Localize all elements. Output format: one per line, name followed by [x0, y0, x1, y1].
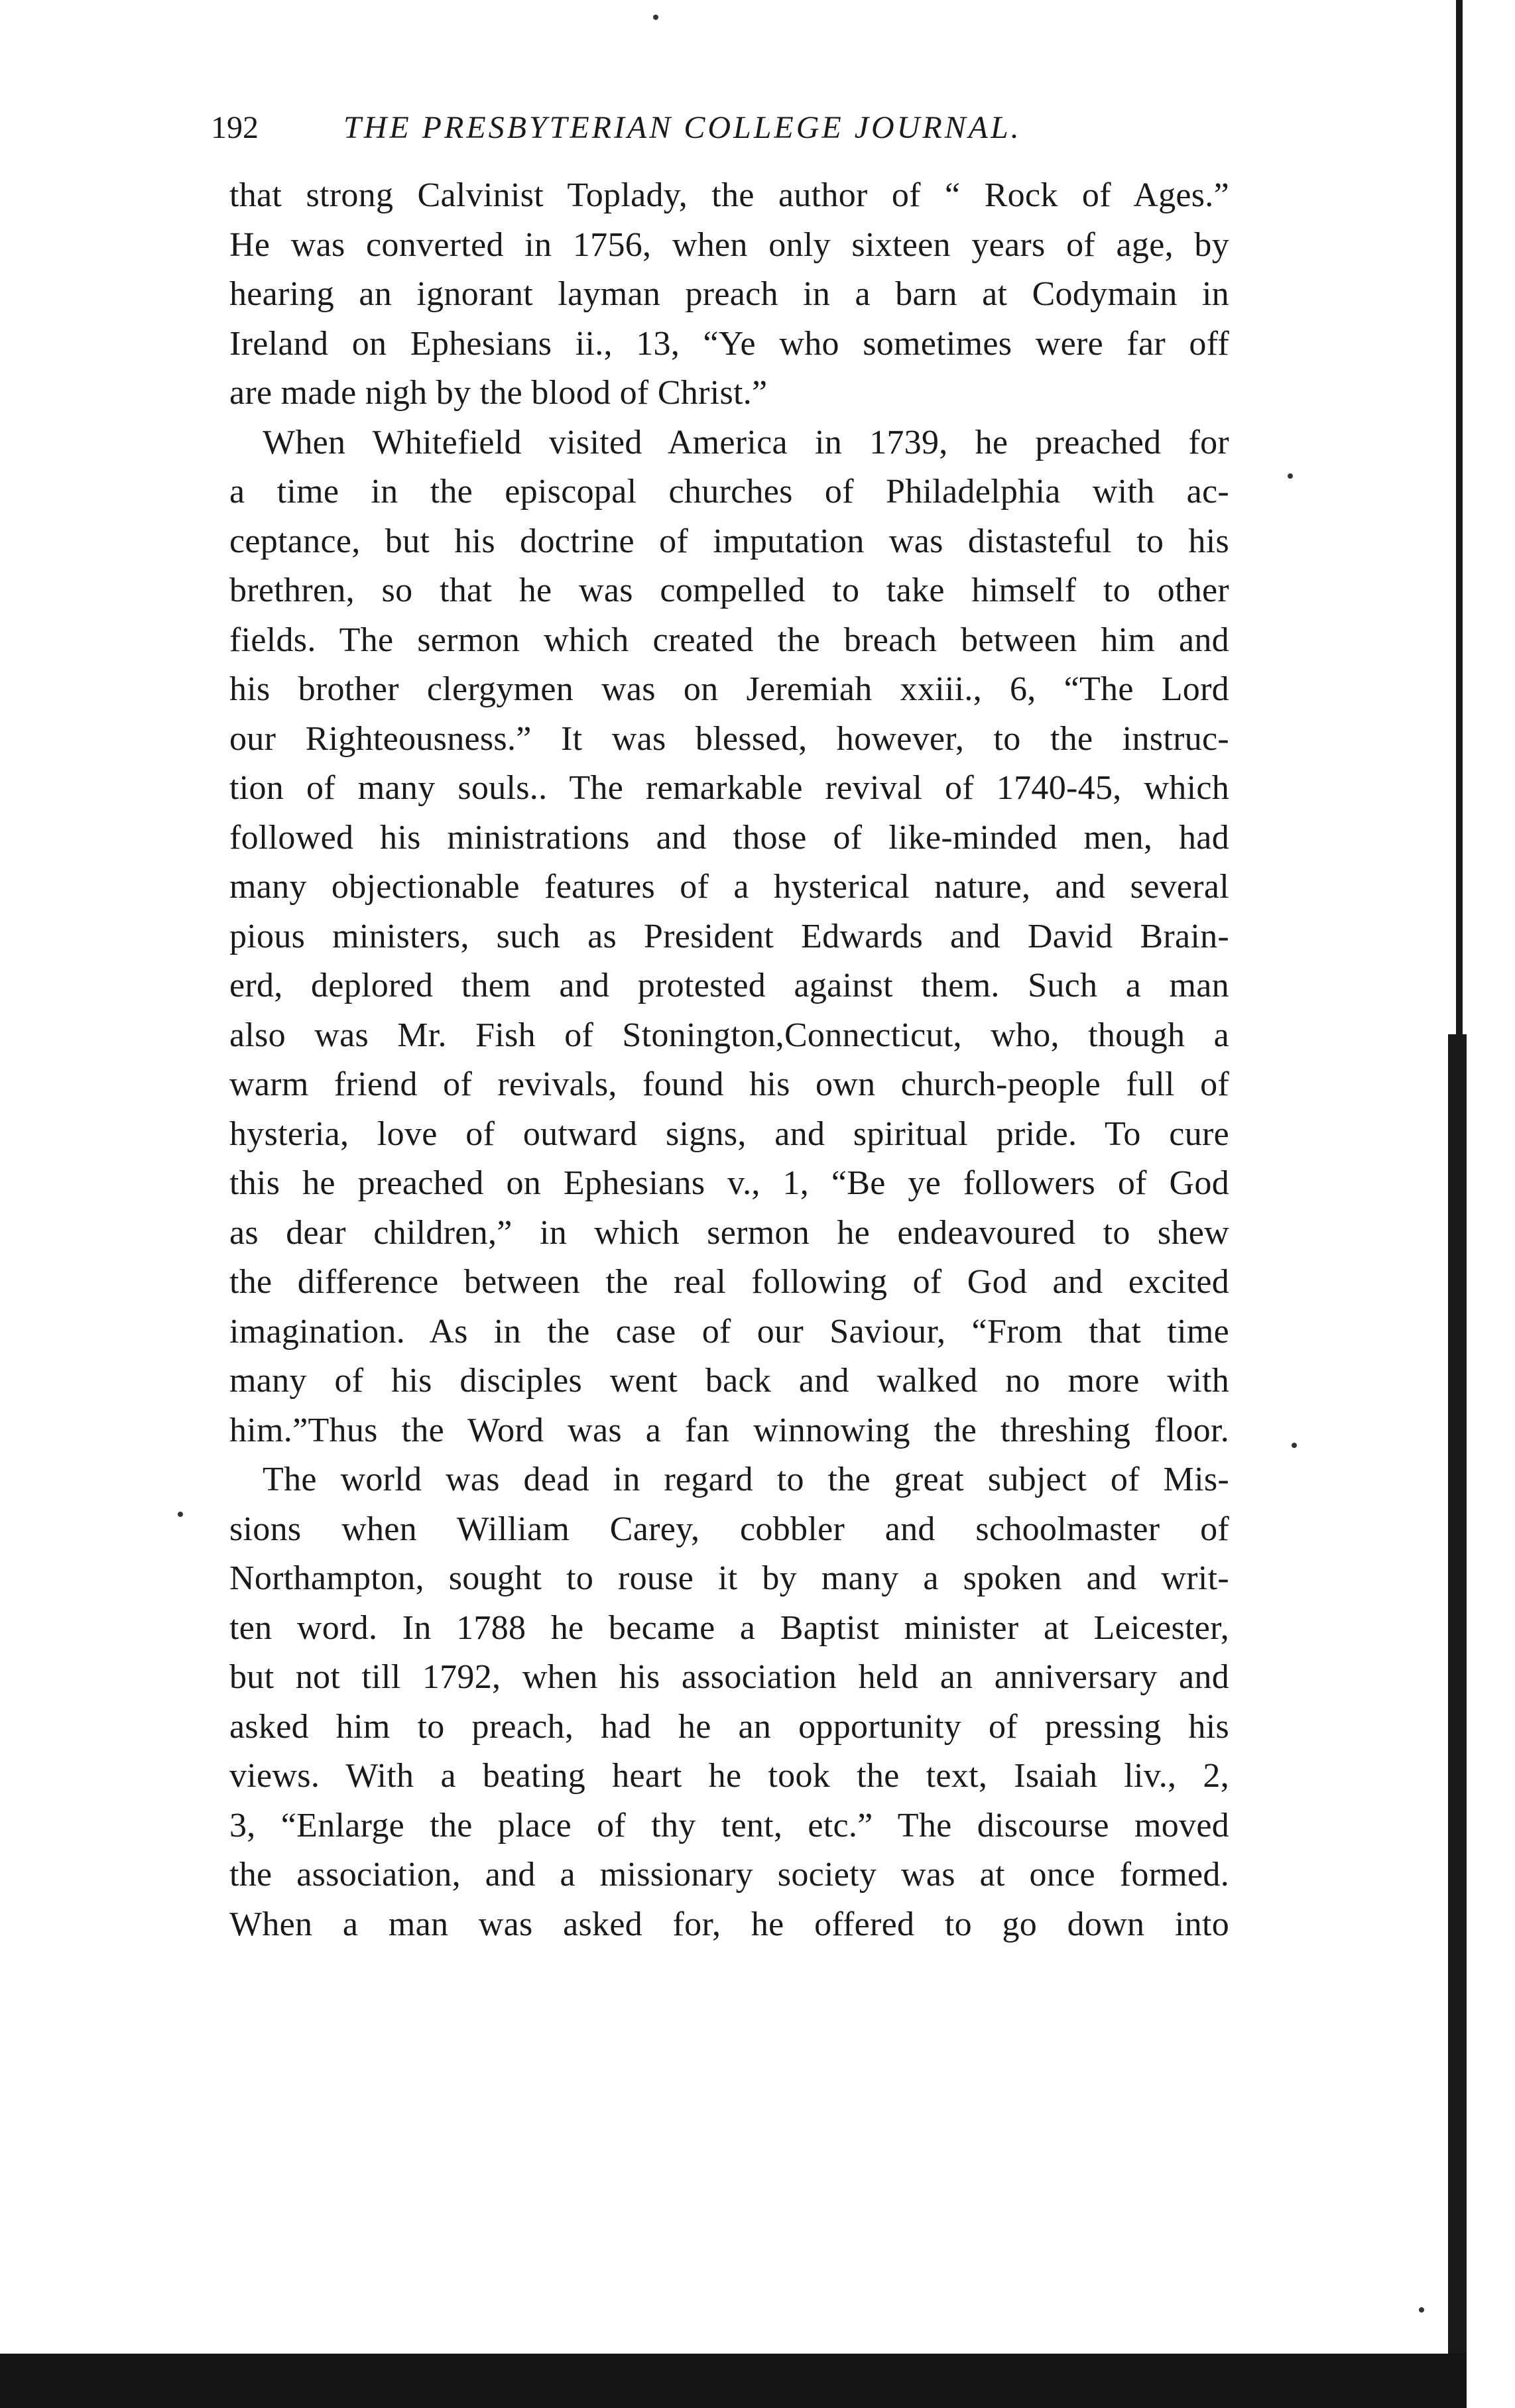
text-line: views. With a beating heart he took the text, Isaiah liv., 2,: [229, 1757, 1229, 1795]
text-line: imagination. As in the case of our Saviour, “From that time: [229, 1312, 1229, 1351]
text-line: Northampton, sought to rouse it by many a spoken and writ-: [229, 1559, 1229, 1597]
scan-speck: [653, 15, 658, 20]
bottom-edge-bar: [0, 2354, 1467, 2408]
text-line: many objectionable features of a hysterical nature, and several: [229, 868, 1229, 906]
page-number: 192: [211, 110, 259, 145]
text-line: He was converted in 1756, when only sixteen years of age, by: [229, 225, 1229, 264]
text-line: warm friend of revivals, found his own church-people full of: [229, 1065, 1229, 1103]
text-line: that strong Calvinist Toplady, the author of “ Rock of Ages.”: [229, 176, 1229, 214]
text-line: as dear children,” in which sermon he endeavoured to shew: [229, 1213, 1229, 1252]
body-text: [229, 171, 1229, 1949]
text-line: also was Mr. Fish of Stonington,Connecticut, who, though a: [229, 1016, 1229, 1054]
text-line: his brother clergymen was on Jeremiah xxiii., 6, “The Lord: [229, 670, 1229, 708]
running-head: [211, 105, 1245, 151]
text-line: but not till 1792, when his association held an anniversary and: [229, 1658, 1229, 1696]
text-line: him.”Thus the Word was a fan winnowing the threshing floor.: [229, 1411, 1229, 1449]
text-line: hysteria, love of outward signs, and spiritual pride. To cure: [229, 1114, 1229, 1153]
text-line: many of his disciples went back and walked no more with: [229, 1362, 1229, 1400]
text-line: pious ministers, such as President Edwards and David Brain-: [229, 917, 1229, 955]
scan-speck: [1419, 2307, 1424, 2313]
journal-title: THE PRESBYTERIAN COLLEGE JOURNAL.: [343, 110, 1022, 145]
scan-speck: [178, 1512, 183, 1517]
right-edge-shadow: [1448, 1034, 1467, 2380]
text-line: The world was dead in regard to the great subject of Mis-: [263, 1461, 1229, 1498]
text-line: ten word. In 1788 he became a Baptist minister at Leicester,: [229, 1608, 1229, 1647]
text-line: brethren, so that he was compelled to take himself to other: [229, 572, 1229, 609]
text-line: When a man was asked for, he offered to go down into: [229, 1905, 1229, 1943]
text-line: hearing an ignorant layman preach in a barn at Codymain in: [229, 275, 1229, 313]
text-line: 3, “Enlarge the place of thy tent, etc.” The discourse moved: [229, 1806, 1229, 1844]
text-line: sions when William Carey, cobbler and schoolmaster of: [229, 1510, 1229, 1548]
text-line: our Righteousness.” It was blessed, however, to the instruc-: [229, 719, 1229, 758]
text-line: are made nigh by the blood of Christ.”: [229, 374, 768, 412]
text-line: the association, and a missionary society was at once formed.: [229, 1856, 1229, 1894]
text-line: erd, deplored them and protested against them. Such a man: [229, 967, 1229, 1004]
text-line: tion of many souls.. The remarkable revival of 1740-45, which: [229, 769, 1229, 807]
text-line: asked him to preach, had he an opportunity of pressing his: [229, 1707, 1229, 1746]
text-line: this he preached on Ephesians v., 1, “Be ye followers of God: [229, 1164, 1229, 1202]
text-line: a time in the episcopal churches of Philadelphia with ac-: [229, 473, 1229, 511]
text-line: Ireland on Ephesians ii., 13, “Ye who sometimes were far off: [229, 324, 1229, 363]
text-line: followed his ministrations and those of like-minded men, had: [229, 818, 1229, 857]
text-line: fields. The sermon which created the breach between him and: [229, 621, 1229, 659]
text-line: ceptance, but his doctrine of imputation was distasteful to his: [229, 522, 1229, 560]
text-line: When Whitefield visited America in 1739, he preached for: [263, 423, 1229, 461]
text-line: the difference between the real following of God and excited: [229, 1263, 1229, 1301]
scan-speck: [1288, 473, 1293, 479]
scan-speck: [1292, 1443, 1297, 1448]
